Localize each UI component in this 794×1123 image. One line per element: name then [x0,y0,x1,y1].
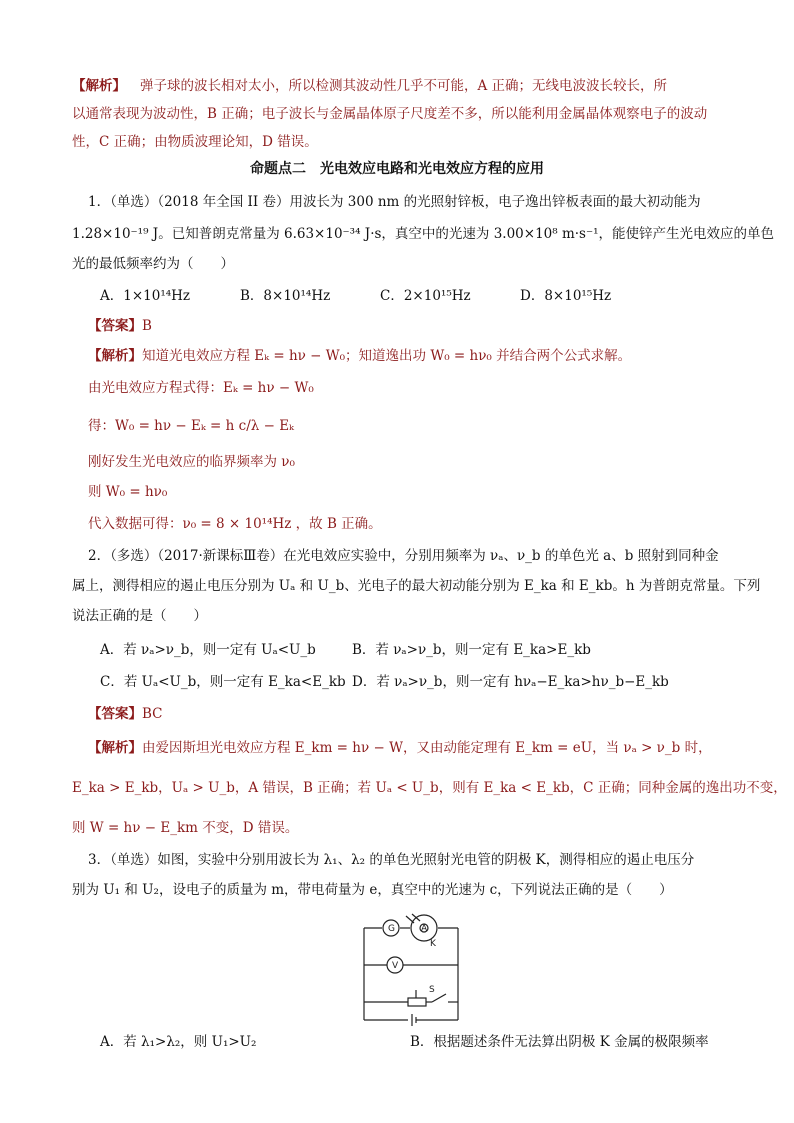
q1-option-c: C．2×10¹⁵Hz [380,288,471,304]
q2-answer: 【答案】BC [88,706,163,722]
q1-explanation-5: 则 W₀ = hν₀ [88,484,168,500]
explanation-tag: 【解析】 [88,740,142,756]
q1-explanation-1: 【解析】知道光电效应方程 Eₖ = hν − W₀；知道逸出功 W₀ = hν₀ 并结合两个公式求解。 [88,348,632,364]
anode-label: A [421,924,428,934]
q1-option-b: B．8×10¹⁴Hz [240,288,331,304]
galvanometer-label: G [388,924,395,934]
switch-label: S [429,985,435,995]
section-title: 命题点二 光电效应电路和光电效应方程的应用 [250,161,544,177]
q2-option-c: C．若 Uₐ<U_b，则一定有 E_ka<E_kb [100,674,346,690]
q2-explanation-2: E_ka > E_kb，Uₐ > U_b，A 错误，B 正确；若 Uₐ < U_b，则有 E_ka < E_kb，C 正确；同种金属的逸出功不变， [72,780,787,796]
q3-stem-line-2: 别为 U₁ 和 U₂，设电子的质量为 m，带电荷量为 e，真空中的光速为 c，下列说法正确的是（ ） [72,882,673,898]
q2-stem-line-3: 说法正确的是（ ） [72,608,207,624]
intro-line-3: 性，C 正确；由物质波理论知，D 错误。 [72,134,318,150]
cathode-label: K [430,939,436,949]
q1-stem-line-1: 1．（单选）（2018 年全国 II 卷）用波长为 300 nm 的光照射锌板，电子逸出锌板表面的最大初动能为 [88,194,701,210]
q2-stem-line-1: 2．（多选）（2017·新课标Ⅲ卷）在光电效应实验中，分别用频率为 νₐ、ν_b 的单色光 a、b 照射到同种金 [88,548,719,564]
answer-tag: 【答案】 [88,706,142,722]
q1-answer: 【答案】B [88,318,152,334]
q1-explanation-2: 由光电效应方程式得：Eₖ = hν − W₀ [88,380,314,396]
voltmeter-label: V [392,961,399,971]
q2-explanation-1: 【解析】由爱因斯坦光电效应方程 E_km = hν − W，又由动能定理有 E_km = eU，当 νₐ > ν_b 时， [88,740,712,756]
rheostat [408,998,426,1006]
answer-tag: 【答案】 [88,318,142,334]
q1-explanation-3: 得：W₀ = hν − Eₖ = h c/λ − Eₖ [88,418,294,434]
q3-option-a: A．若 λ₁>λ₂，则 U₁>U₂ [100,1034,257,1050]
q1-explanation-4: 刚好发生光电效应的临界频率为 ν₀ [88,454,295,470]
q1-stem-line-2: 1.28×10⁻¹⁹ J。已知普朗克常量为 6.63×10⁻³⁴ J·s，真空中的光速为 3.00×10⁸ m·s⁻¹，能使锌产生光电效应的单色 [72,226,775,242]
intro-line-2: 以通常表现为波动性，B 正确；电子波长与金属晶体原子尺度差不多，所以能利用金属晶体观察电子的波动 [72,106,708,122]
intro-line-1: 【解析】 弹子球的波长相对太小，所以检测其波动性几乎不可能，A 正确；无线电波波长较长，所 [72,78,668,94]
incident-light-ray [406,916,414,923]
q2-option-b: B．若 νₐ>ν_b，则一定有 E_ka>E_kb [352,642,591,658]
switch-blade [432,994,446,1002]
q1-option-a: A．1×10¹⁴Hz [100,288,191,304]
explanation-tag: 【解析】 [72,78,126,94]
explanation-tag: 【解析】 [88,348,142,364]
q3-option-b: B．根据题述条件无法算出阴极 K 金属的极限频率 [410,1034,709,1050]
q2-option-d: D．若 νₐ>ν_b，则一定有 hνₐ−E_ka>hν_b−E_kb [352,674,669,690]
photocell-circuit-diagram [356,910,466,1030]
q2-explanation-3: 则 W = hν − E_km 不变，D 错误。 [72,820,299,836]
q2-stem-line-2: 属上，测得相应的遏止电压分别为 Uₐ 和 U_b、光电子的最大初动能分别为 E_ka 和 E_kb。h 为普朗克常量。下列 [72,578,761,594]
q1-explanation-6: 代入数据可得：ν₀ = 8 × 10¹⁴Hz ，故 B 正确。 [88,516,382,532]
q2-option-a: A．若 νₐ>ν_b，则一定有 Uₐ<U_b [100,642,316,658]
q1-option-d: D．8×10¹⁵Hz [520,288,612,304]
q3-stem-line-1: 3．（单选）如图，实验中分别用波长为 λ₁、λ₂ 的单色光照射光电管的阴极 K，测得相应的遏止电压分 [88,852,695,868]
q1-stem-line-3: 光的最低频率约为（ ） [72,256,234,272]
